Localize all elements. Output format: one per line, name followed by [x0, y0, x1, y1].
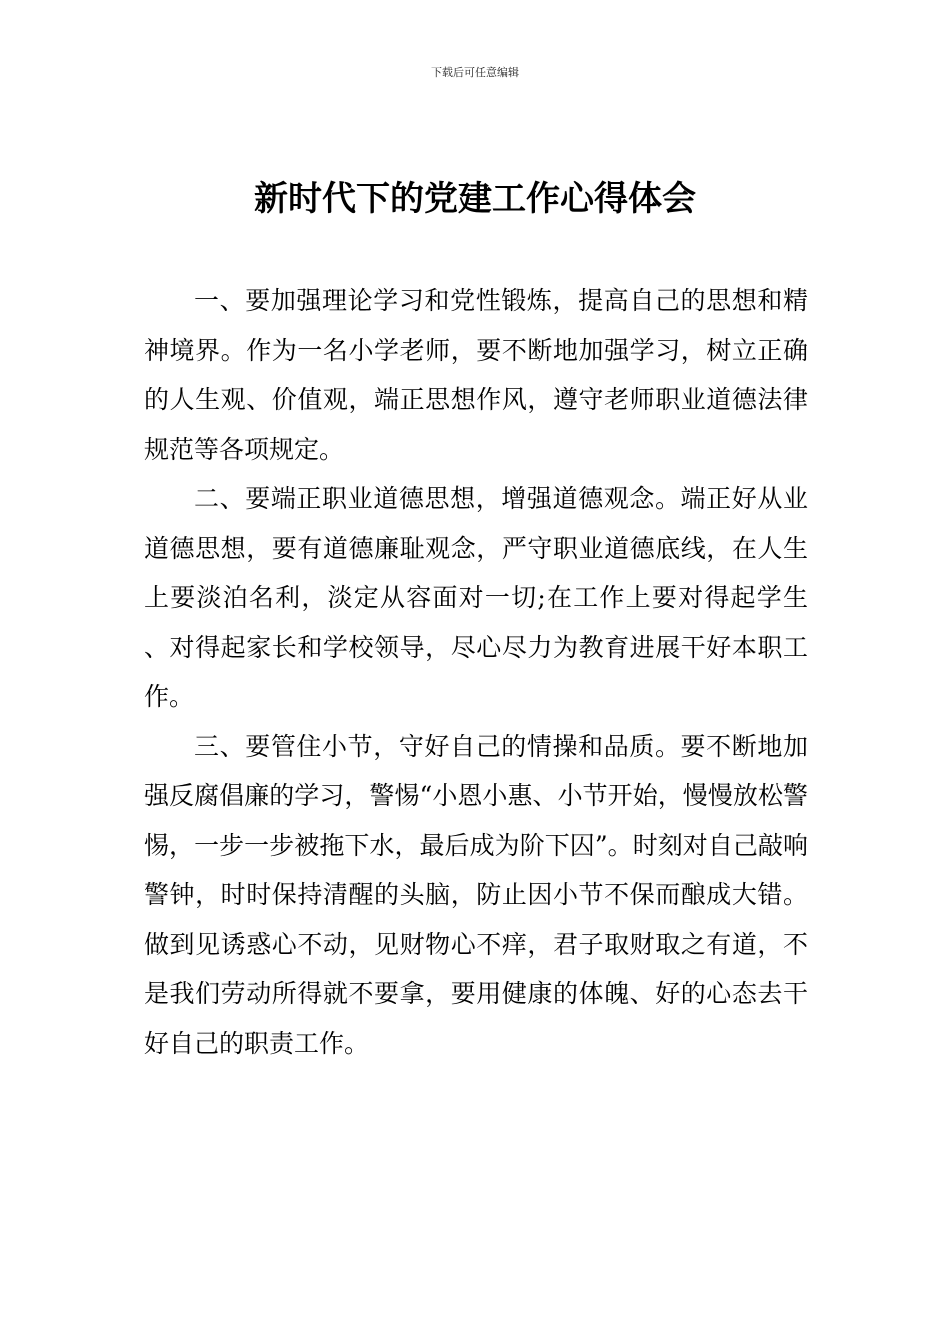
- paragraph-2: 二、要端正职业道德思想，增强道德观念。端正好从业道德思想，要有道德廉耻观念，严守职业道德底线，在人生上要淡泊名利，淡定从容面对一切;在工作上要对得起学生 、对得起家长和学校领导，尽心尽力为教育进展干好本职工作。: [144, 484, 808, 711]
- paragraph-3: 三、要管住小节，守好自己的情操和品质。要不断地加强反腐倡廉的学习，警惕“小恩小惠、小节开始，慢慢放松警惕，一步一步被拖下水，最后成为阶下囚”。时刻对自己敲响警钟，时时保持清醒的头脑，防止因小节不保而酿成大错。做到见诱惑心不动，见财物心不痒，君子取财取之有道，不是我们劳动所得就不要拿，要用健康的体魄、好的心态去干好自己的职责工作。: [144, 731, 808, 1058]
- document-body: [144, 276, 808, 1068]
- paragraph-1: 一、要加强理论学习和党性锻炼，提高自己的思想和精神境界。作为一名小学老师，要不断地加强学习，树立正确的人生观、价值观，端正思想作风，遵守老师职业道德法律规范等各项规定。: [144, 286, 808, 464]
- header-note: 下载后可任意编辑: [431, 66, 519, 79]
- document-title: 新时代下的党建工作心得体会: [254, 179, 696, 219]
